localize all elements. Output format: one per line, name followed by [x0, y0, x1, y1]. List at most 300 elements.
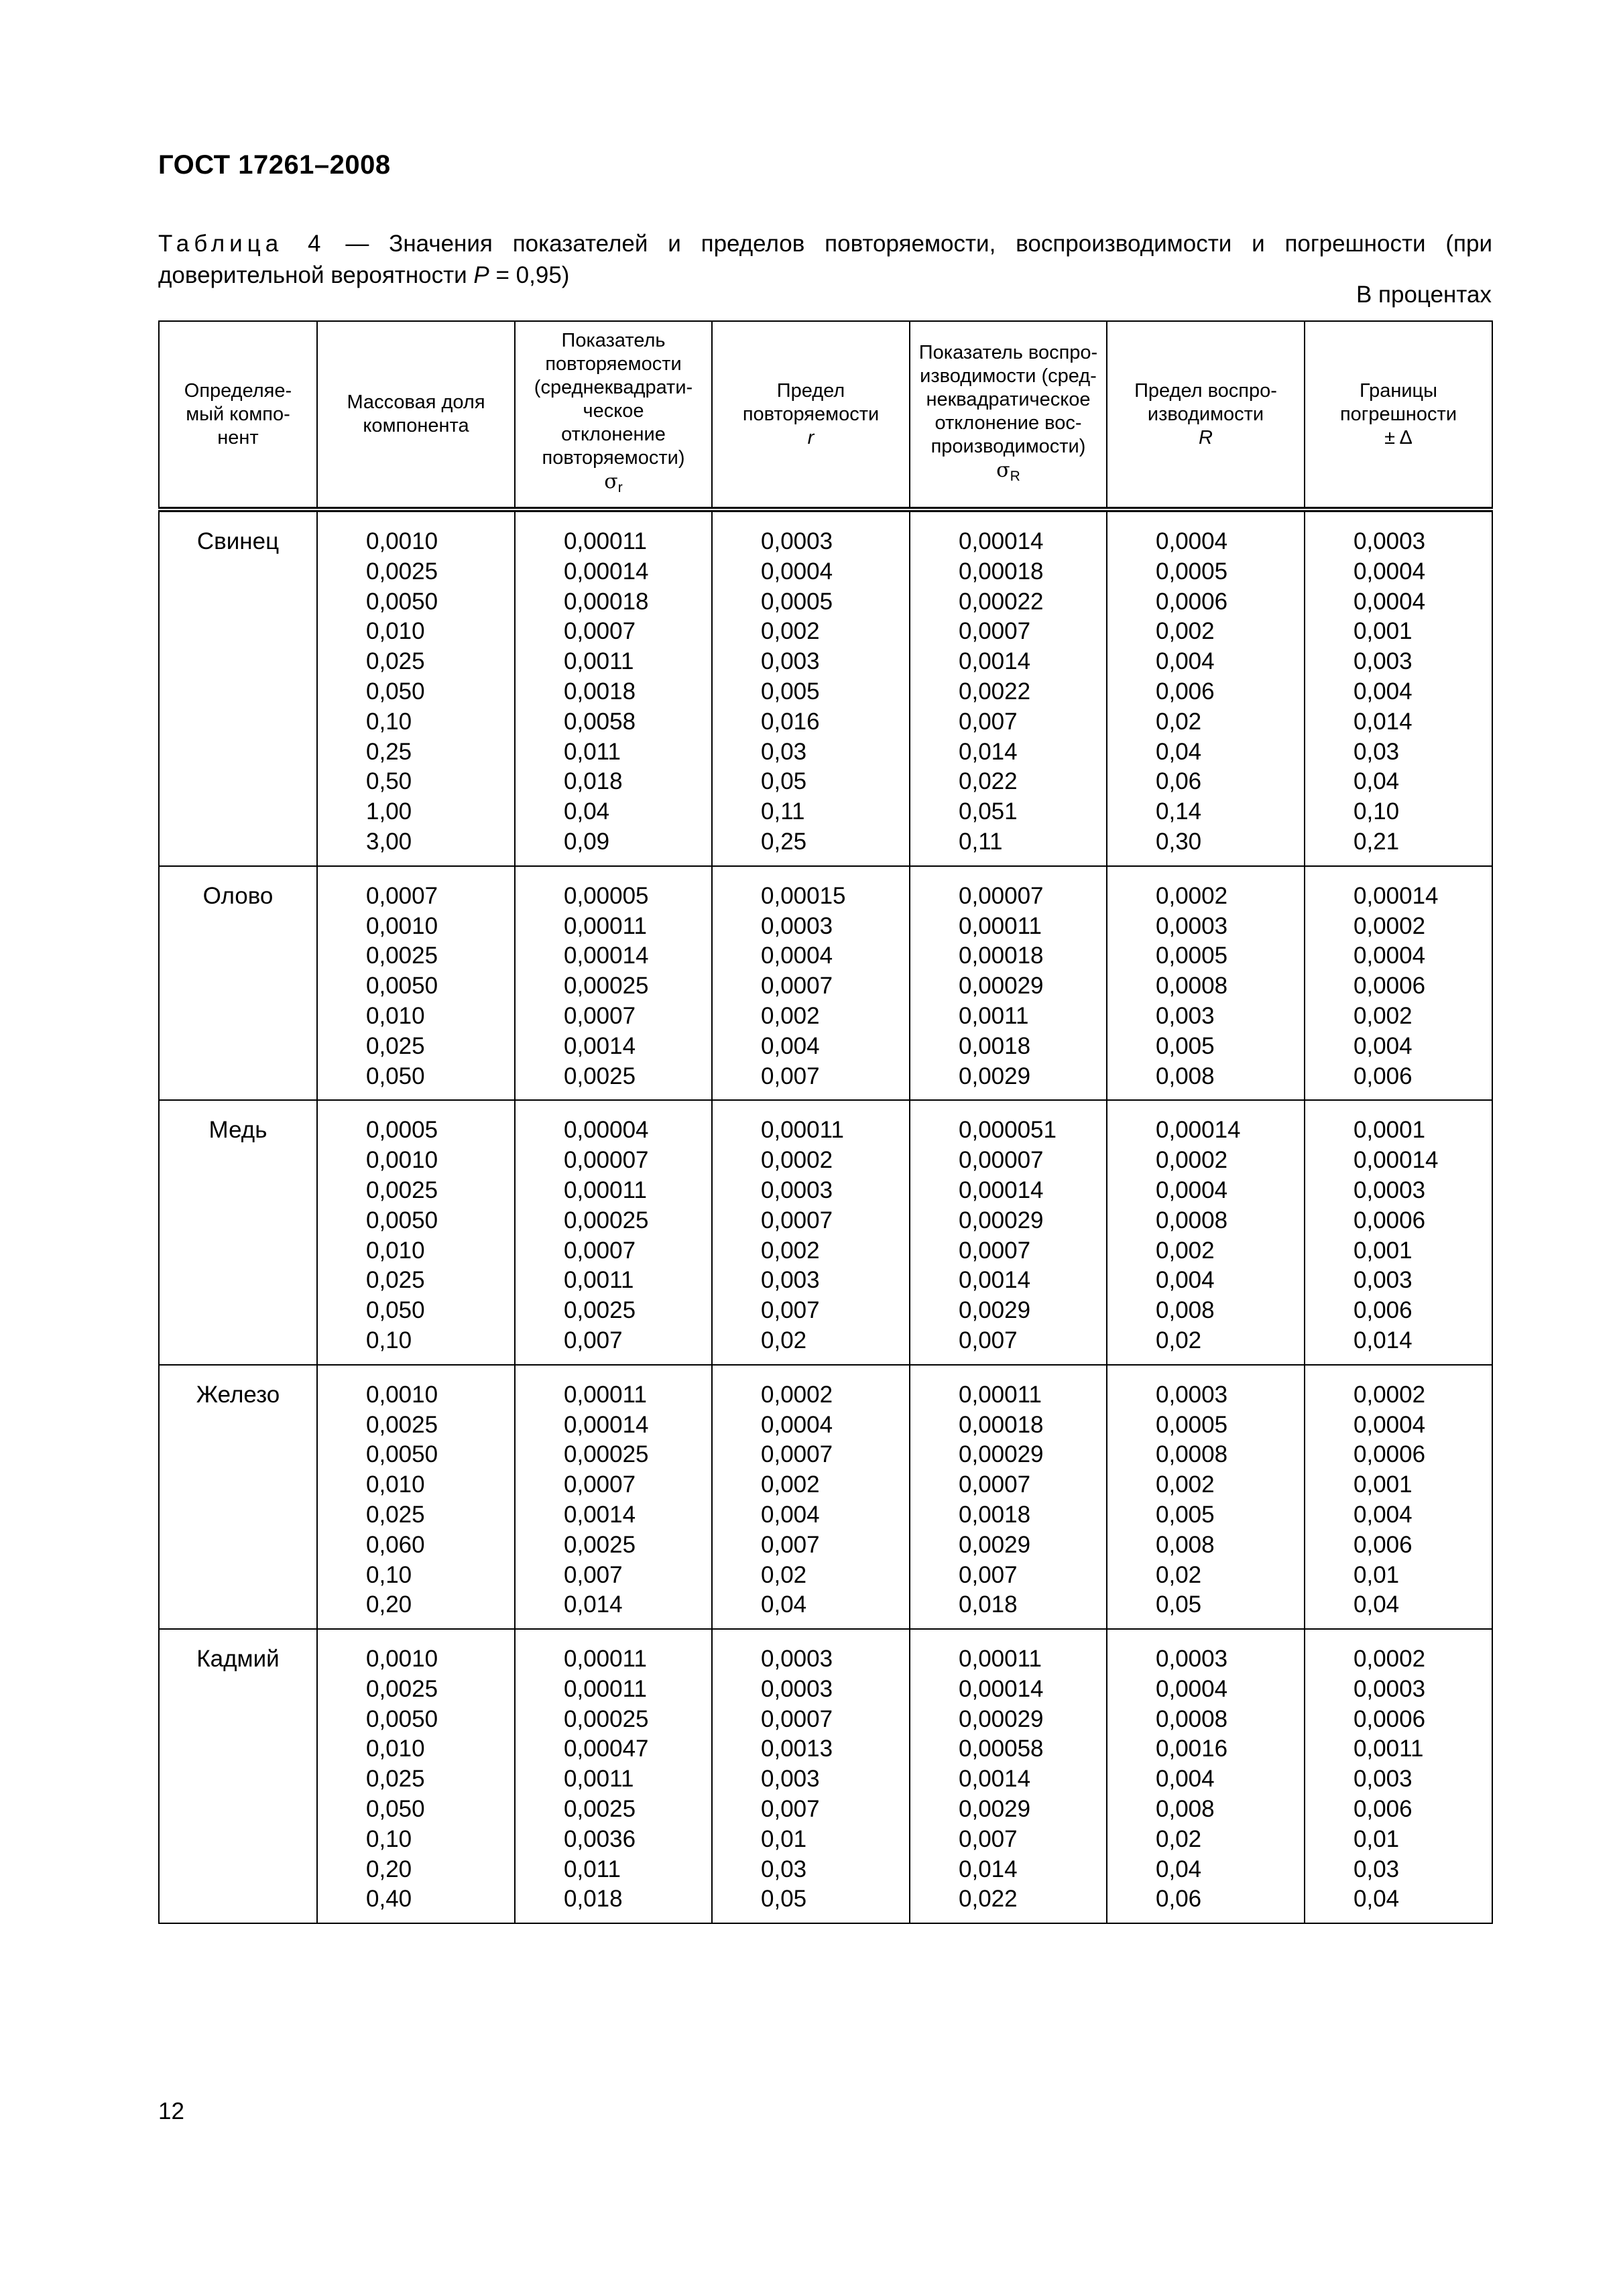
value: 0,0007	[959, 1237, 1031, 1264]
value: 0,00005	[564, 882, 649, 909]
value: 0,00029	[959, 1705, 1044, 1732]
value: 0,002	[1156, 1471, 1215, 1498]
table-row	[159, 509, 1492, 866]
value: 0,00018	[564, 588, 649, 615]
value: 0,00025	[564, 1705, 649, 1732]
value: 0,001	[1354, 1237, 1412, 1264]
col-header-repeatability-sd	[515, 321, 712, 509]
value: 0,008	[1156, 1063, 1215, 1089]
value: 0,004	[1156, 1267, 1215, 1294]
col-header-line: отклонение вос-	[935, 412, 1082, 434]
value: 0,0005	[1156, 943, 1228, 969]
value: 0,011	[564, 738, 621, 765]
value-cell-delta	[1305, 509, 1492, 866]
value: 0,010	[366, 618, 425, 645]
value-cell-r	[712, 1629, 910, 1923]
value: 0,0010	[366, 912, 438, 939]
value: 0,02	[1156, 1561, 1202, 1588]
value: 0,010	[366, 1237, 425, 1264]
col-header-line: неквадратическое	[926, 388, 1091, 410]
component-cell: Олово	[159, 866, 317, 1101]
value: 0,014	[564, 1591, 623, 1618]
value: 0,00014	[564, 558, 649, 585]
value: 0,0029	[959, 1531, 1031, 1558]
value: 0,0007	[366, 882, 438, 909]
value: 0,003	[1354, 1267, 1412, 1294]
value: 0,0014	[564, 1032, 636, 1059]
units-note: В процентах	[1356, 282, 1492, 308]
value: 0,03	[761, 1856, 807, 1882]
col-header-line: Определяе-	[184, 379, 292, 402]
value: 0,0010	[366, 1381, 438, 1408]
value: 0,002	[761, 1002, 820, 1029]
value: 0,30	[1156, 828, 1202, 855]
value: 0,01	[1354, 1561, 1400, 1588]
value: 0,0025	[366, 558, 438, 585]
value-cell-sigma-r	[515, 866, 712, 1101]
value: 0,018	[564, 1886, 623, 1913]
value: 0,00014	[1156, 1117, 1241, 1144]
table-row	[159, 1629, 1492, 1923]
value: 0,0025	[564, 1796, 636, 1823]
value: 0,014	[1354, 1327, 1412, 1353]
value: 0,0008	[1156, 1705, 1228, 1732]
value: 0,0004	[1354, 1411, 1426, 1438]
value: 0,00029	[959, 1441, 1044, 1468]
value: 0,00011	[959, 1381, 1042, 1408]
value: 0,004	[1354, 678, 1412, 705]
value: 0,0018	[564, 678, 636, 705]
value: 0,0007	[959, 618, 1031, 645]
table-row	[159, 866, 1492, 1101]
value: 0,0006	[1354, 1441, 1426, 1468]
value: 0,0007	[564, 1471, 636, 1498]
value: 0,007	[564, 1561, 623, 1588]
value-cell-sigma-r	[910, 1629, 1107, 1923]
col-header-mass-fraction	[317, 321, 515, 509]
component-cell: Свинец	[159, 509, 317, 866]
value-cell-r	[1107, 509, 1305, 866]
col-header-line: Предел	[776, 379, 845, 402]
value: 0,00011	[564, 1646, 647, 1673]
value: 0,016	[761, 708, 820, 735]
value: 0,001	[1354, 618, 1412, 645]
value: 0,50	[366, 768, 412, 795]
page-number: 12	[158, 2098, 184, 2124]
value: 0,00011	[761, 1117, 844, 1144]
value: 0,00014	[564, 1411, 649, 1438]
value: 0,0005	[1156, 1411, 1228, 1438]
value: 0,00015	[761, 882, 846, 909]
value: 0,0025	[366, 943, 438, 969]
value: 0,00025	[564, 1207, 649, 1233]
value: 0,10	[366, 708, 412, 735]
value: 0,004	[1354, 1032, 1412, 1059]
value: 0,04	[1156, 1856, 1202, 1882]
table-body	[159, 509, 1492, 1923]
value: 0,0008	[1156, 1207, 1228, 1233]
value: 0,01	[761, 1825, 807, 1852]
value: 0,06	[1156, 1886, 1202, 1913]
value: 0,0011	[1354, 1736, 1424, 1762]
col-header-line: Предел воспро-	[1134, 379, 1277, 402]
value: 0,04	[761, 1591, 807, 1618]
value: 0,0004	[1156, 1176, 1228, 1203]
value: 0,0014	[564, 1501, 636, 1528]
value: 0,050	[366, 678, 425, 705]
value: 0,002	[761, 618, 820, 645]
value: 0,004	[761, 1032, 820, 1059]
value: 0,00007	[959, 882, 1044, 909]
value: 0,0025	[564, 1531, 636, 1558]
value: 0,0008	[1156, 1441, 1228, 1468]
value: 0,00029	[959, 973, 1044, 1000]
value: 0,010	[366, 1736, 425, 1762]
value: 0,00011	[564, 1176, 647, 1203]
value: 0,004	[1354, 1501, 1412, 1528]
value: 0,0004	[1354, 558, 1426, 585]
col-header-error-bounds	[1305, 321, 1492, 509]
p-value: = 0,95)	[489, 262, 570, 288]
value: 0,002	[1156, 1237, 1215, 1264]
value: 0,0011	[959, 1002, 1029, 1029]
value: 0,0011	[564, 648, 634, 675]
value: 0,003	[761, 1766, 820, 1793]
value: 0,003	[761, 1267, 820, 1294]
value: 0,00011	[564, 1675, 647, 1702]
value: 0,0050	[366, 1207, 438, 1233]
value: 0,007	[761, 1063, 820, 1089]
value: 3,00	[366, 828, 412, 855]
value: 0,0025	[366, 1176, 438, 1203]
value: 0,006	[1354, 1531, 1412, 1558]
value: 0,04	[1156, 738, 1202, 765]
value: 0,0007	[761, 1441, 833, 1468]
col-header-component	[159, 321, 317, 509]
value: 0,02	[761, 1561, 807, 1588]
value: 0,25	[761, 828, 807, 855]
value: 0,05	[761, 1886, 807, 1913]
value: 0,03	[761, 738, 807, 765]
value: 0,002	[1156, 618, 1215, 645]
value: 0,025	[366, 1501, 425, 1528]
value-cell-r	[1107, 1365, 1305, 1629]
col-header-line: отклонение	[561, 424, 666, 445]
value: 0,0014	[959, 1766, 1031, 1793]
col-header-symbol	[914, 459, 1102, 488]
value: 0,00029	[959, 1207, 1044, 1233]
table-row	[159, 1100, 1492, 1364]
value: 0,003	[1354, 1766, 1412, 1793]
value: 0,0014	[959, 648, 1031, 675]
document-header: ГОСТ 17261–2008	[158, 150, 391, 180]
value: 0,0003	[1354, 528, 1426, 554]
col-header-symbol	[520, 470, 707, 499]
value-cell-sigma-r	[515, 509, 712, 866]
value: 0,008	[1156, 1796, 1215, 1823]
value: 0,04	[564, 798, 610, 825]
col-header-reproducibility-sd	[910, 321, 1107, 509]
value: 0,00018	[959, 943, 1044, 969]
value: 1,00	[366, 798, 412, 825]
value: 0,0007	[564, 1237, 636, 1264]
col-header-repeatability-limit	[712, 321, 910, 509]
value: 0,0036	[564, 1825, 636, 1852]
value: 0,0004	[1156, 1675, 1228, 1702]
value-cell-delta	[1305, 1629, 1492, 1923]
value-cell-r	[1107, 866, 1305, 1101]
value-cell-r	[712, 1100, 910, 1364]
value: 0,00014	[959, 1176, 1044, 1203]
value: 0,006	[1156, 678, 1215, 705]
value: 0,0025	[564, 1297, 636, 1324]
value: 0,00047	[564, 1736, 649, 1762]
col-header-reproducibility-limit	[1107, 321, 1305, 509]
value: 0,0011	[564, 1766, 634, 1793]
value: 0,0018	[959, 1501, 1031, 1528]
value: 0,00014	[1354, 882, 1439, 909]
value: 0,0004	[1156, 528, 1228, 554]
value: 0,0007	[959, 1471, 1031, 1498]
value: 0,0002	[761, 1147, 833, 1174]
value: 0,10	[366, 1561, 412, 1588]
value: 0,11	[761, 798, 805, 825]
value: 0,014	[959, 738, 1018, 765]
col-header-line: изводимости (сред-	[920, 365, 1097, 387]
value: 0,025	[366, 1032, 425, 1059]
col-header-line: изводимости	[1147, 403, 1264, 425]
table-caption	[158, 228, 1492, 291]
value: 0,04	[1354, 1591, 1400, 1618]
value: 0,0003	[1156, 1646, 1228, 1673]
value: 0,0002	[1156, 1147, 1228, 1174]
value: 0,005	[761, 678, 820, 705]
value: 0,0006	[1354, 973, 1426, 1000]
value: 0,000051	[959, 1117, 1057, 1144]
value: 0,0003	[761, 1675, 833, 1702]
col-header-line: Границы	[1360, 379, 1437, 402]
value: 0,00025	[564, 1441, 649, 1468]
value: 0,09	[564, 828, 610, 855]
value: 0,00007	[564, 1147, 649, 1174]
component-cell: Кадмий	[159, 1629, 317, 1923]
value: 0,0029	[959, 1063, 1031, 1089]
value-cell-mass	[317, 1100, 515, 1364]
value: 0,0002	[1156, 882, 1228, 909]
value: 0,051	[959, 798, 1018, 825]
value: 0,0003	[1156, 912, 1228, 939]
value: 0,002	[761, 1471, 820, 1498]
col-header-line: повторяемости)	[542, 447, 685, 469]
value: 0,0007	[761, 1207, 833, 1233]
value: 0,02	[1156, 708, 1202, 735]
value: 0,02	[1156, 1825, 1202, 1852]
value: 0,00058	[959, 1736, 1044, 1762]
col-header-line: Массовая доля	[347, 391, 485, 413]
value: 0,20	[366, 1591, 412, 1618]
value: 0,0029	[959, 1796, 1031, 1823]
col-header-line: повторяемости	[742, 403, 880, 425]
value: 0,0010	[366, 528, 438, 554]
value-cell-delta	[1305, 1365, 1492, 1629]
col-header-line: компонента	[363, 415, 469, 436]
value: 0,02	[1156, 1327, 1202, 1353]
value: 0,05	[761, 768, 807, 795]
value: 0,014	[959, 1856, 1018, 1882]
value: 0,0050	[366, 973, 438, 1000]
value: 0,0025	[564, 1063, 636, 1089]
value: 0,007	[959, 1327, 1018, 1353]
value: 0,0003	[761, 912, 833, 939]
value: 0,022	[959, 1886, 1018, 1913]
value: 0,004	[1156, 1766, 1215, 1793]
value: 0,0010	[366, 1646, 438, 1673]
value: 0,006	[1354, 1796, 1412, 1823]
value: 0,00018	[959, 558, 1044, 585]
value: 0,00011	[564, 1381, 647, 1408]
value: 0,40	[366, 1886, 412, 1913]
value: 0,007	[761, 1796, 820, 1823]
value: 0,00022	[959, 588, 1044, 615]
value: 0,002	[761, 1237, 820, 1264]
value: 0,007	[761, 1531, 820, 1558]
value-cell-mass	[317, 1629, 515, 1923]
col-header-line: мый компо-	[186, 403, 290, 425]
value: 0,005	[1156, 1032, 1215, 1059]
value: 0,00011	[959, 912, 1042, 939]
value: 0,0003	[761, 1646, 833, 1673]
value: 0,00014	[959, 1675, 1044, 1702]
value: 0,0010	[366, 1147, 438, 1174]
value: 0,0003	[761, 1176, 833, 1203]
value: 0,14	[1156, 798, 1202, 825]
value: 0,0050	[366, 588, 438, 615]
col-header-line: Показатель воспро-	[918, 341, 1098, 363]
value: 0,011	[564, 1856, 621, 1882]
value: 0,0003	[1156, 1381, 1228, 1408]
value: 0,25	[366, 738, 412, 765]
col-header-line: ческое	[583, 400, 644, 422]
value: 0,0025	[366, 1411, 438, 1438]
value: 0,03	[1354, 1856, 1400, 1882]
value: 0,025	[366, 648, 425, 675]
value: 0,010	[366, 1471, 425, 1498]
value: 0,0002	[761, 1381, 833, 1408]
value: 0,11	[959, 828, 1003, 855]
value: 0,006	[1354, 1297, 1412, 1324]
value: 0,025	[366, 1267, 425, 1294]
component-cell: Медь	[159, 1100, 317, 1364]
value: 0,0004	[1354, 588, 1426, 615]
value-cell-r	[712, 509, 910, 866]
value-cell-mass	[317, 509, 515, 866]
value: 0,0011	[564, 1267, 634, 1294]
table-row	[159, 1365, 1492, 1629]
value: 0,0014	[959, 1267, 1031, 1294]
value-cell-r	[712, 1365, 910, 1629]
value: 0,0003	[1354, 1675, 1426, 1702]
value-cell-r	[712, 866, 910, 1101]
value: 0,10	[1354, 798, 1400, 825]
value: 0,02	[761, 1327, 807, 1353]
sigma-subscript: r	[617, 480, 623, 495]
value: 0,0004	[761, 558, 833, 585]
value: 0,0029	[959, 1297, 1031, 1324]
value-cell-sigma-r	[910, 1100, 1107, 1364]
value: 0,00011	[959, 1646, 1042, 1673]
col-header-line: производимости)	[930, 435, 1086, 457]
col-header-symbol: ± Δ	[1384, 426, 1412, 448]
value: 0,006	[1354, 1063, 1412, 1089]
value: 0,00004	[564, 1117, 649, 1144]
value: 0,0016	[1156, 1736, 1228, 1762]
value-cell-sigma-r	[515, 1629, 712, 1923]
value-cell-mass	[317, 1365, 515, 1629]
value-cell-sigma-r	[910, 866, 1107, 1101]
value: 0,008	[1156, 1531, 1215, 1558]
value-cell-delta	[1305, 1100, 1492, 1364]
value: 0,050	[366, 1796, 425, 1823]
value: 0,00014	[1354, 1147, 1439, 1174]
value: 0,01	[1354, 1825, 1400, 1852]
value: 0,007	[959, 1561, 1018, 1588]
value: 0,04	[1354, 1886, 1400, 1913]
value: 0,0007	[761, 973, 833, 1000]
value: 0,018	[959, 1591, 1018, 1618]
value: 0,0005	[761, 588, 833, 615]
value-cell-sigma-r	[910, 1365, 1107, 1629]
value-cell-sigma-r	[910, 509, 1107, 866]
value-cell-r	[1107, 1629, 1305, 1923]
col-header-line: погрешности	[1339, 403, 1457, 425]
value: 0,0002	[1354, 1381, 1426, 1408]
value: 0,10	[366, 1825, 412, 1852]
value: 0,0050	[366, 1441, 438, 1468]
value: 0,0013	[761, 1736, 833, 1762]
value: 0,0002	[1354, 1646, 1426, 1673]
table-label: Таблица 4	[158, 231, 326, 257]
value: 0,003	[761, 648, 820, 675]
value: 0,05	[1156, 1591, 1202, 1618]
value: 0,0007	[564, 618, 636, 645]
value: 0,0005	[366, 1117, 438, 1144]
value: 0,0005	[1156, 558, 1228, 585]
value: 0,007	[564, 1327, 623, 1353]
value: 0,0004	[761, 943, 833, 969]
value-cell-delta	[1305, 866, 1492, 1101]
value-cell-mass	[317, 866, 515, 1101]
value: 0,0008	[1156, 973, 1228, 1000]
value: 0,003	[1156, 1002, 1215, 1029]
sigma-subscript: R	[1010, 468, 1020, 484]
value: 0,04	[1354, 768, 1400, 795]
value: 0,0002	[1354, 912, 1426, 939]
col-header-line: Показатель	[561, 330, 666, 351]
value: 0,0006	[1354, 1705, 1426, 1732]
value: 0,21	[1354, 828, 1400, 855]
col-header-line: (среднеквадрати-	[534, 377, 693, 398]
sigma-symbol: σ	[996, 458, 1010, 482]
value: 0,007	[761, 1297, 820, 1324]
value: 0,050	[366, 1063, 425, 1089]
value: 0,002	[1354, 1002, 1412, 1029]
value: 0,0007	[564, 1002, 636, 1029]
value: 0,0025	[366, 1675, 438, 1702]
value: 0,025	[366, 1766, 425, 1793]
value: 0,005	[1156, 1501, 1215, 1528]
value: 0,00025	[564, 973, 649, 1000]
value: 0,0018	[959, 1032, 1031, 1059]
